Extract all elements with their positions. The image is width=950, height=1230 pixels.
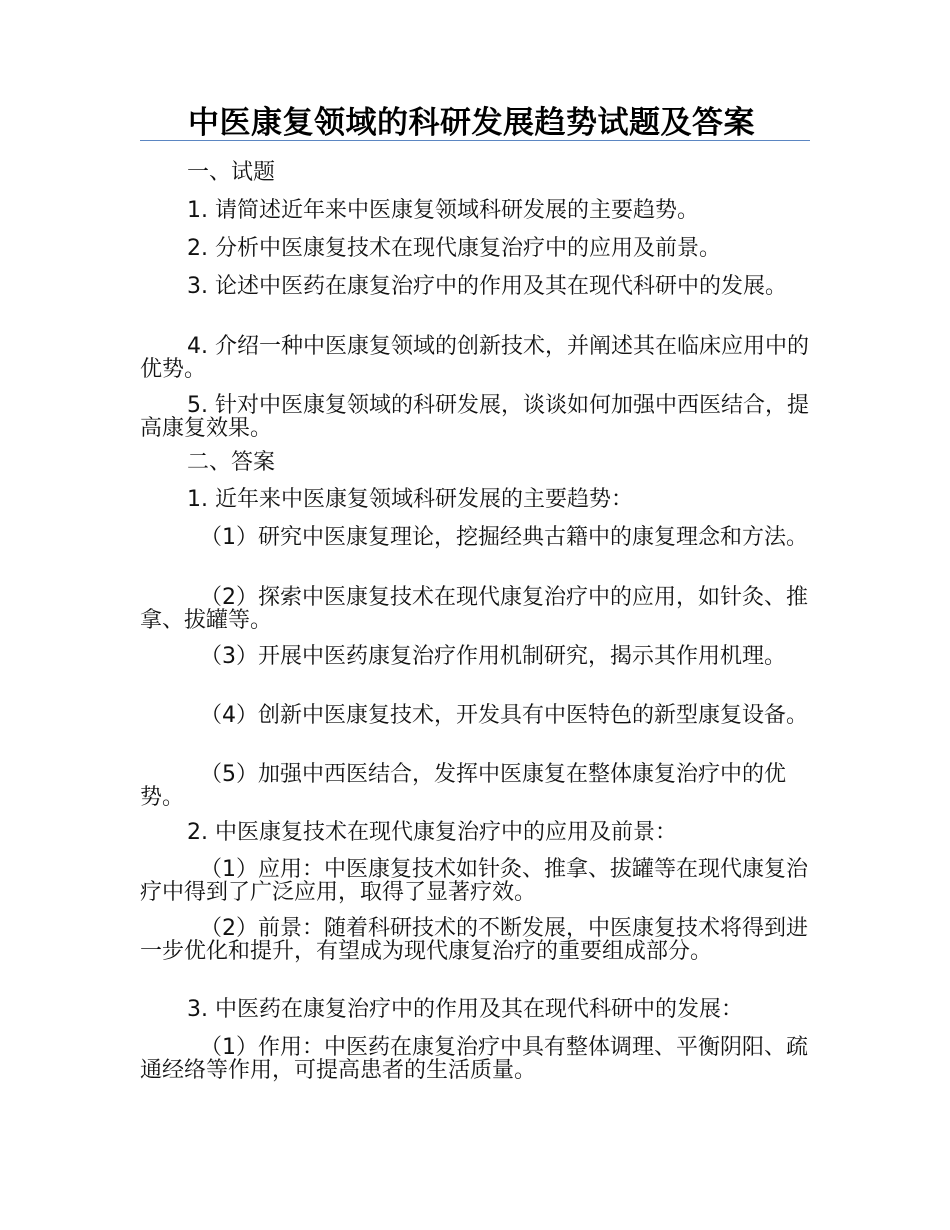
answer-1-item-3: （3）开展中医药康复治疗作用机制研究，揭示其作用机理。	[200, 644, 786, 669]
question-5: 5. 针对中医康复领域的科研发展，谈谈如何加强中西医结合，提高康复效果。	[140, 393, 809, 441]
answer-1-item-5: （5）加强中西医结合，发挥中医康复在整体康复治疗中的优势。	[140, 762, 786, 810]
answer-1-item-4: （4）创新中医康复技术，开发具有中医特色的新型康复设备。	[200, 703, 808, 728]
answer-3: 3. 中医药在康复治疗中的作用及其在现代科研中的发展：	[187, 997, 743, 1022]
answer-1-item-2: （2）探索中医康复技术在现代康复治疗中的应用，如针灸、推拿、拔罐等。	[140, 585, 808, 633]
section-heading-answers: 二、答案	[187, 450, 276, 475]
answer-3-item-1: （1）作用：中医药在康复治疗中具有整体调理、平衡阴阳、疏通经络等作用，可提高患者的生活质量。	[140, 1035, 808, 1083]
document-title: 中医康复领域的科研发展趋势试题及答案	[188, 105, 755, 141]
question-3: 3. 论述中医药在康复治疗中的作用及其在现代科研中的发展。	[187, 274, 787, 299]
title-underline	[140, 140, 810, 141]
question-2: 2. 分析中医康复技术在现代康复治疗中的应用及前景。	[187, 236, 721, 261]
answer-1: 1. 近年来中医康复领域科研发展的主要趋势：	[187, 487, 633, 512]
question-4: 4. 介绍一种中医康复领域的创新技术，并阐述其在临床应用中的优势。	[140, 334, 809, 382]
answer-2: 2. 中医康复技术在现代康复治疗中的应用及前景：	[187, 820, 677, 845]
answer-1-item-1: （1）研究中医康复理论，挖掘经典古籍中的康复理念和方法。	[200, 525, 808, 550]
answer-2-item-2: （2）前景：随着科研技术的不断发展，中医康复技术将得到进一步优化和提升，有望成为现代康复治疗的重要组成部分。	[140, 916, 808, 964]
question-1: 1. 请简述近年来中医康复领域科研发展的主要趋势。	[187, 198, 699, 223]
section-heading-questions: 一、试题	[187, 160, 276, 185]
answer-2-item-1: （1）应用：中医康复技术如针灸、推拿、拔罐等在现代康复治疗中得到了广泛应用，取得了显著疗效。	[140, 857, 808, 905]
